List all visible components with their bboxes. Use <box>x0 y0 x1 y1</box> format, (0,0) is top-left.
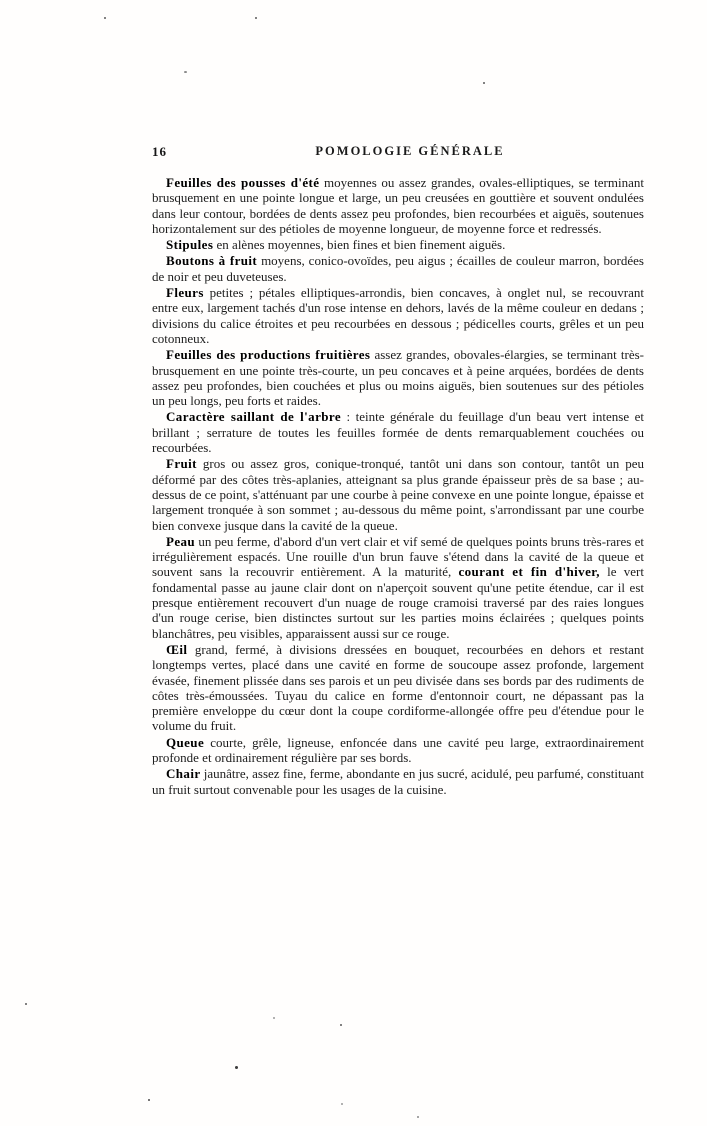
running-title: POMOLOGIE GÉNÉRALE <box>315 144 505 158</box>
paragraph-text: un peu ferme, d'abord d'un vert clair et vif semé de quelques points bruns très-rares et irrégulièrement espacés. Une rouille d'un brun fauve s'étend dans la cavité de la queue et souvent sans la recouvrir entièrement. A la maturité, <box>152 533 644 580</box>
paragraph <box>152 285 644 346</box>
paragraph-lead: Caractère saillant de l'arbre <box>166 409 341 425</box>
paragraph-lead: Feuilles des pousses d'été <box>166 175 320 190</box>
scan-speckle <box>341 1103 343 1105</box>
paragraph-text: gros ou assez gros, conique-tronqué, tantôt uni dans son contour, tantôt un peu déformé par des côtes très-aplanies, atteignant sa plus grande épaisseur près de sa base ; au-dessus de ce point, s'atténuant par une courbe à peine convexe en une pointe longue, épaisse et largement tronquée à son sommet ; au-dessous du même point, s'arrondissant par une courbe bien convexe jusque dans la cavité de la queue. <box>152 456 644 533</box>
paragraph-text: moyennes ou assez grandes, ovales-elliptiques, se terminant brusquement en une pointe longue et large, un peu creusées en gouttière et souvent ondulées dans leur contour, bordées de dents assez peu profondes, bien recourbées et aiguës, soutenues horizontalement sur des pétioles de moyenne longueur, de moyenne force et redressés. <box>152 175 644 236</box>
scan-speckle <box>273 1017 275 1019</box>
paragraph <box>152 175 644 236</box>
paragraph <box>152 409 644 455</box>
paragraph-text: petites ; pétales elliptiques-arrondis, bien concaves, à onglet nul, se recouvrant entre eux, largement tachés d'un rose intense en dehors, lavés de la même couleur en dedans ; divisions du calice étroites et peu recourbées en dessous ; pédicelles courts, grêles et un peu cotonneux. <box>152 285 644 346</box>
paragraph-text: jaunâtre, assez fine, ferme, abondante en jus sucré, acidulé, peu parfumé, constituant un fruit surtout convenable pour les usages de la cuisine. <box>152 766 644 797</box>
paragraph <box>152 253 644 284</box>
page-number: 16 <box>152 144 167 159</box>
paragraph <box>152 456 644 532</box>
paragraph-lead: Queue <box>166 734 205 750</box>
paragraph <box>152 642 644 734</box>
paragraph-text: : teinte générale du feuillage d'un beau vert intense et brillant ; serrature de toutes les feuilles formée de dents remarquablement couchées ou recourbées. <box>152 409 644 456</box>
page-body <box>152 175 644 798</box>
paragraph-lead: Fruit <box>166 456 197 472</box>
paragraph <box>152 766 644 797</box>
paragraph-text: en alènes moyennes, bien fines et bien finement aiguës. <box>213 237 506 253</box>
scan-speckle <box>483 82 485 84</box>
scan-speckle <box>235 1066 238 1069</box>
scan-speckle <box>104 17 106 19</box>
scan-speckle <box>25 1003 27 1005</box>
paragraph-lead: courant et fin d'hiver, <box>458 564 600 580</box>
paragraph-lead: Fleurs <box>166 285 204 301</box>
scan-speckle <box>417 1116 419 1118</box>
paragraph <box>152 237 644 252</box>
scan-speckle <box>340 1024 342 1026</box>
paragraph-lead: Feuilles des productions fruitières <box>166 347 371 363</box>
scan-speckle <box>255 17 257 19</box>
paragraph-lead: Œil <box>166 641 188 657</box>
paragraph-text: assez grandes, obovales-élargies, se terminant très-brusquement en une pointe très-courte, un peu concaves et à peine arquées, bordées de dents assez peu profondes, bien couchées et plus ou moins aiguës, bien soutenues sur des pétioles un peu longs, peu forts et raides. <box>152 347 644 409</box>
paragraph-lead: Boutons à fruit <box>166 253 258 269</box>
paragraph-lead: Stipules <box>166 237 214 253</box>
paragraph <box>152 347 644 408</box>
paragraph <box>152 735 644 766</box>
paragraph-text: courte, grêle, ligneuse, enfoncée dans une cavité peu large, extraordinairement profonde et ordinairement régulière par ses bords. <box>152 734 644 765</box>
scan-speckle <box>184 71 187 73</box>
paragraph-lead: Chair <box>166 766 201 782</box>
page-header <box>152 144 644 160</box>
paragraph-text: grand, fermé, à divisions dressées en bouquet, recourbées en dehors et restant longtemps vertes, placé dans une cavité en forme de soucoupe assez profonde, largement évasée, finement plissée dans ses parois et un peu divisée dans ses bords par des rudiments de côtes très-émoussées. Tuyau du calice en forme d'entonnoir court, ne dépassant pas la première enveloppe du cœur dont la coupe cordiforme-allongée offre peu d'étendue pour le volume du fruit. <box>152 641 644 734</box>
paragraph-lead: Peau <box>166 533 196 549</box>
paragraph-text: le vert fondamental passe au jaune clair dont on n'aperçoit souvent qu'une petite étendue, car il est presque entièrement recouvert d'un nuage de rouge cramoisi traversé par des raies longues d'un rouge cerise, bien distinctes surtout sur les parties moins éclairées ; quelques points blanchâtres, peu visibles, apparaissent aussi sur ce rouge. <box>152 564 644 641</box>
paragraph-text: moyens, conico-ovoïdes, peu aigus ; écailles de couleur marron, bordées de noir et peu duveteuses. <box>152 253 644 284</box>
paragraph <box>152 534 644 641</box>
scan-speckle <box>148 1099 150 1101</box>
